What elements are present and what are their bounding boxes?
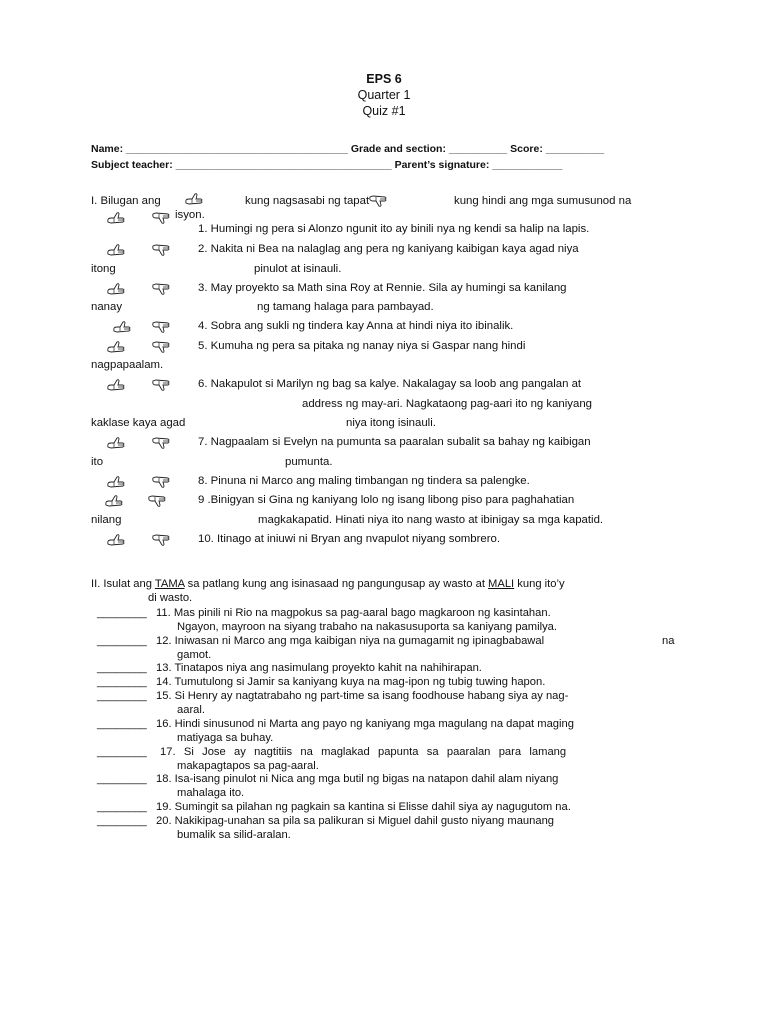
p2-item-12: 12. Iniwasan ni Marco ang mga kaibigan niya na gumagamit ng ipinagbabawal [156,635,545,647]
part2-instruction-d: di wasto. [148,592,193,604]
p1-item-6-cont-c: kaklase kaya agad [91,417,186,429]
thumbs-down-hand-icon[interactable] [151,534,171,546]
p1-item-3-cont-b: ng tamang halaga para pambayad. [257,301,434,313]
p2-blank-18[interactable]: ________ [97,773,147,785]
thumbs-down-hand-icon[interactable] [151,283,171,295]
p2-blank-11[interactable]: ________ [97,607,147,619]
thumbs-up-hand-icon[interactable] [104,495,124,507]
thumbs-down-hand-icon[interactable] [151,244,171,256]
p2-item-16: 16. Hindi sinusunod ni Marta ang payo ng kaniyang mga magulang na dapat maging [156,718,574,730]
p2-item-12-end: na [662,635,675,647]
part2-instruction-c: kung ito’y [514,578,565,590]
p1-item-6: 6. Nakapulot si Marilyn ng bag sa kalye. Nakalagay sa loob ang pangalan at [198,378,582,390]
part1-instruction-a: I. Bilugan ang [91,195,161,207]
thumbs-up-hand-icon[interactable] [106,341,126,353]
p1-item-10: 10. Itinago at iniuwi ni Bryan ang nvapulot niyang sombrero. [198,533,501,545]
p1-item-7: 7. Nagpaalam si Evelyn na pumunta sa paaralan subalit sa bahay ng kaibigan [198,436,591,448]
p2-item-16-cont: matiyaga sa buhay. [177,732,274,744]
quarter-label: Quarter 1 [357,88,411,102]
p2-blank-12[interactable]: ________ [97,635,147,647]
p1-item-3-cont-a: nanay [91,301,123,313]
p1-item-9-cont-b: magkakapatid. Hinati niya ito nang wasto at ibinigay sa mga kapatid. [258,514,604,526]
p1-item-9-cont-a: nilang [91,514,122,526]
thumbs-down-hand-icon[interactable] [151,341,171,353]
p1-item-5-cont: nagpapaalam. [91,359,164,371]
p2-item-17: 17. Si Jose ay nagtitiis na maglakad papunta sa paaralan para lamang [160,746,567,758]
thumbs-down-hand-icon[interactable] [147,495,167,507]
p2-item-17-cont: makapagtapos sa pag-aaral. [177,760,319,772]
p2-blank-19[interactable]: ________ [97,801,147,813]
thumbs-up-hand-icon[interactable] [106,437,126,449]
tama-keyword: TAMA [154,578,185,590]
p1-item-2-cont-a: itong [91,263,116,275]
part2-instruction [91,578,565,590]
p2-blank-13[interactable]: ________ [97,662,147,674]
mali-keyword: MALI [488,578,515,590]
p2-blank-15[interactable]: ________ [97,690,147,702]
part1-instruction-d: isyon. [175,209,205,221]
p2-item-19: 19. Sumingit sa pilahan ng pagkain sa kantina si Elisse dahil siya ay nagugutom na. [156,801,571,813]
quiz-label: Quiz #1 [362,104,406,118]
p2-item-15-cont: aaral. [177,704,205,716]
p1-item-2-cont-b: pinulot at isinauli. [254,263,342,275]
thumbs-up-hand-icon [184,193,204,205]
p2-blank-17[interactable]: ________ [97,746,147,758]
p1-item-6-cont-d: niya itong isinauli. [346,417,436,429]
p2-item-12-cont: gamot. [177,649,212,661]
p2-item-14: 14. Tumutulong si Jamir sa kaniyang kuya na mag-ipon ng tubig tuwing hapon. [156,676,546,688]
p2-blank-14[interactable]: ________ [97,676,147,688]
thumbs-down-hand-icon[interactable] [151,379,171,391]
p1-item-2: 2. Nakita ni Bea na nalaglag ang pera ng kaniyang kaibigan kaya agad niya [198,243,579,255]
thumbs-up-hand-icon[interactable] [106,534,126,546]
p1-item-9: 9 .Binigyan si Gina ng kaniyang lolo ng isang libong piso para paghahatian [198,494,575,506]
thumbs-up-hand-icon[interactable] [106,379,126,391]
thumbs-down-hand-icon[interactable] [151,321,171,333]
p2-item-20: 20. Nakikipag-unahan sa pila sa palikuran si Miguel dahil gusto niyang maunang [156,815,555,827]
p2-item-18-cont: mahalaga ito. [177,787,245,799]
part2-instruction-a: II. Isulat ang [91,578,155,590]
p1-item-5: 5. Kumuha ng pera sa pitaka ng nanay niya si Gaspar nang hindi [198,340,526,352]
thumbs-up-hand-icon[interactable] [106,476,126,488]
p1-item-7-cont-a: ito [91,456,104,468]
thumbs-down-hand-icon [368,195,388,207]
p2-item-18: 18. Isa-isang pinulot ni Nica ang mga butil ng bigas na natapon dahil alam niyang [156,773,559,785]
part2-instruction-b: sa patlang kung ang isinasaad ng pangungusap ay wasto at [184,578,489,590]
p2-item-20-cont: bumalik sa silid-aralan. [177,829,291,841]
p1-item-1: 1. Humingi ng pera si Alonzo ngunit ito ay binili nya ng kendi sa halip na lapis. [198,223,590,235]
part1-instruction-c: kung hindi ang mga sumusunod na [454,195,632,207]
p1-item-7-cont-b: pumunta. [285,456,333,468]
p1-item-3: 3. May proyekto sa Math sina Roy at Rennie. Sila ay humingi sa kanilang [198,282,567,294]
p1-item-8: 8. Pinuna ni Marco ang maling timbangan ng tindera sa palengke. [198,475,530,487]
thumbs-up-hand-icon[interactable] [106,212,126,224]
p2-blank-20[interactable]: ________ [97,815,147,827]
p2-item-15: 15. Si Henry ay nagtatrabaho ng part-time sa isang foodhouse habang siya ay nag- [156,690,569,702]
name-grade-score-line: Name: ______________________________________ Grade and section: __________ Score: __________ [91,143,605,155]
thumbs-down-hand-icon[interactable] [151,212,171,224]
p1-item-6-cont-b: address ng may-ari. Nagkataong pag-aari ito ng kaniyang [302,398,592,410]
page-title: EPS 6 [366,72,402,86]
thumbs-down-hand-icon[interactable] [151,437,171,449]
thumbs-up-hand-icon[interactable] [106,244,126,256]
p2-item-13: 13. Tinatapos niya ang nasimulang proyekto kahit na nahihirapan. [156,662,482,674]
p2-item-11: 11. Mas pinili ni Rio na magpokus sa pag-aaral bago magkaroon ng kasintahan. [156,607,551,619]
part1-instruction-b: kung nagsasabi ng tapat [245,195,370,207]
teacher-signature-line: Subject teacher: _____________________________________ Parent’s signature: ____________ [91,159,563,171]
thumbs-up-hand-icon[interactable] [112,321,132,333]
p2-item-11-cont: Ngayon, mayroon na siyang trabaho na nakasusuporta sa kaniyang pamilya. [177,621,557,633]
p2-blank-16[interactable]: ________ [97,718,147,730]
thumbs-down-hand-icon[interactable] [151,476,171,488]
p1-item-4: 4. Sobra ang sukli ng tindera kay Anna at hindi niya ito ibinalik. [198,320,514,332]
thumbs-up-hand-icon[interactable] [106,283,126,295]
